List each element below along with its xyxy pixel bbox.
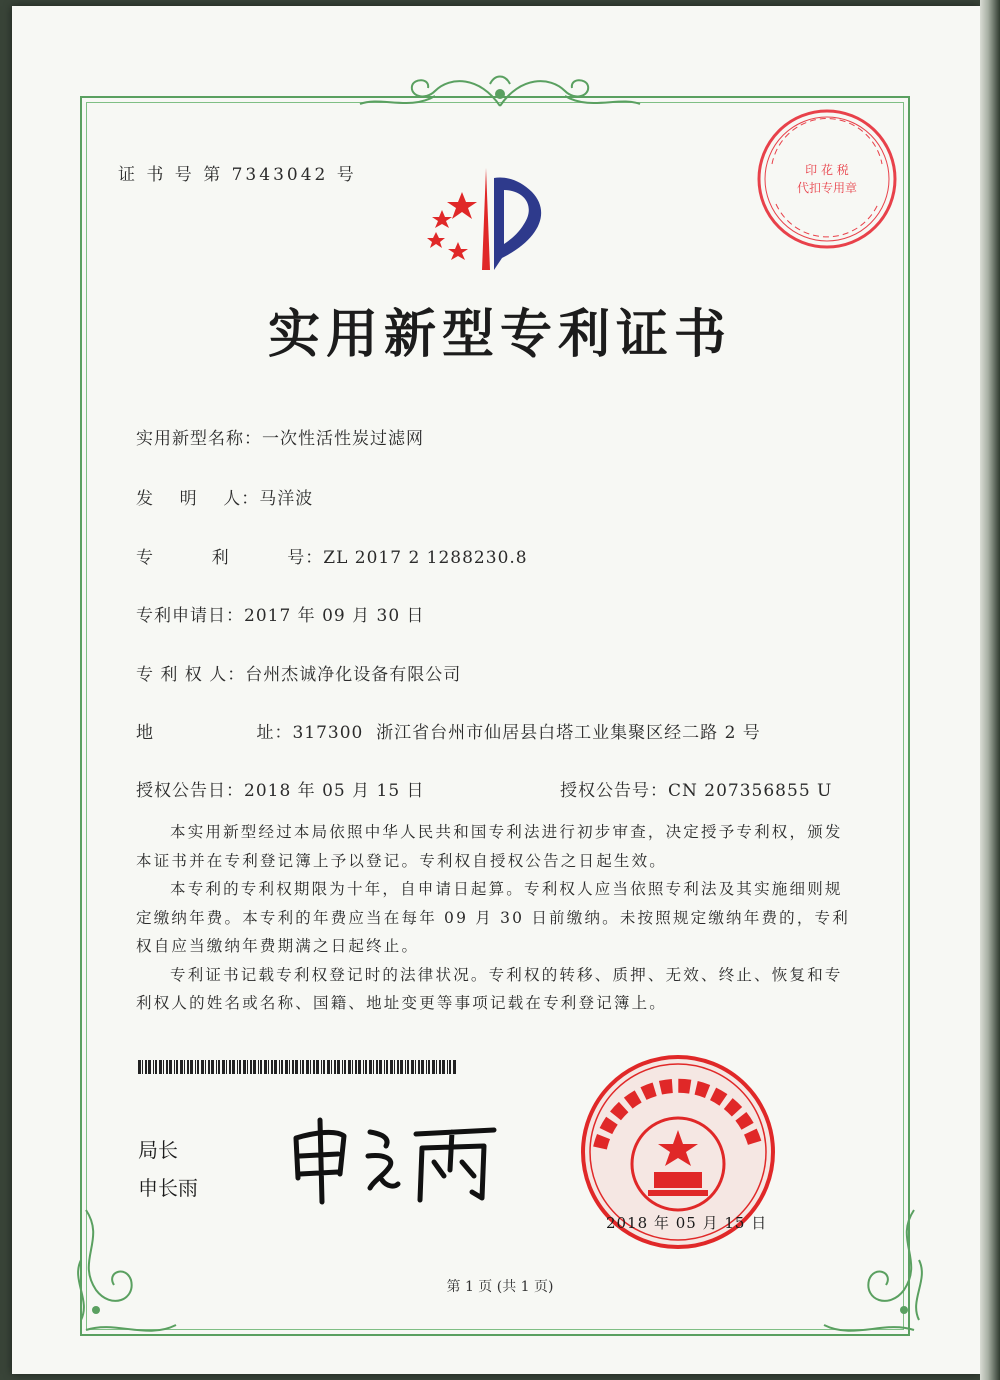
barcode-bar: [449, 1060, 451, 1074]
field-value: CN 207356855 U: [668, 781, 833, 801]
patent-office-logo-icon: [420, 158, 570, 278]
barcode-bar: [342, 1060, 343, 1074]
field-label: 实用新型名称：: [136, 429, 262, 449]
certificate-number: 证 书 号 第 7343042 号: [118, 165, 357, 185]
handwritten-signature-icon: [286, 1110, 506, 1210]
barcode-bar: [397, 1060, 399, 1074]
barcode-bar: [274, 1060, 277, 1074]
barcode-bar: [436, 1060, 437, 1074]
field-utility-model-name: [136, 424, 424, 449]
barcode-bar: [187, 1060, 189, 1074]
barcode-bar: [428, 1060, 430, 1074]
paragraph-1: 本实用新型经过本局依照中华人民共和国专利法进行初步审查，决定授予专利权，颁发本证书并在专利登记簿上予以登记。专利权自授权公告之日起生效。: [136, 823, 843, 870]
barcode-bar: [264, 1060, 267, 1074]
field-grant-date: [136, 776, 425, 801]
page-number: 第 1 页 (共 1 页): [446, 1279, 554, 1295]
barcode-bar: [201, 1060, 204, 1074]
barcode-bar: [176, 1060, 178, 1074]
field-address: [136, 718, 761, 743]
barcode-bar: [405, 1060, 406, 1074]
paragraph-3: 专利证书记载专利权登记时的法律状况。专利权的转移、质押、无效、终止、恢复和专利权人的姓名或名称、国籍、地址变更等事项记载在专利登记簿上。: [136, 965, 843, 1012]
barcode-bar: [205, 1060, 206, 1074]
barcode-bar: [195, 1060, 196, 1074]
barcode-bar: [348, 1060, 351, 1074]
barcode-bar: [421, 1060, 424, 1074]
page-edge: [980, 0, 1000, 1380]
field-label: 发 明 人：: [136, 489, 260, 509]
field-value: 马洋波: [259, 489, 314, 509]
barcode-bar: [379, 1060, 382, 1074]
barcode-bar: [384, 1060, 385, 1074]
barcode-bar: [239, 1060, 241, 1074]
field-value: 一次性活性炭过滤网: [262, 429, 424, 449]
top-ornament-icon: [340, 66, 660, 116]
barcode-bar: [153, 1060, 154, 1074]
barcode-bar: [327, 1060, 330, 1074]
barcode-bar: [313, 1060, 315, 1074]
barcode-bar: [316, 1060, 319, 1074]
barcode-bar: [229, 1060, 231, 1074]
field-value: ZL 2017 2 1288230.8: [323, 548, 528, 568]
barcode-bar: [331, 1060, 332, 1074]
barcode-bar: [295, 1060, 298, 1074]
signature-title: 局长: [138, 1138, 178, 1162]
barcode-bar: [166, 1060, 168, 1074]
barcode-bar: [352, 1060, 353, 1074]
barcode-bar: [174, 1060, 175, 1074]
barcode-bar: [247, 1060, 248, 1074]
barcode-bar: [163, 1060, 164, 1074]
field-label: 授权公告号：: [560, 781, 668, 801]
barcode-bar: [323, 1060, 325, 1074]
bottom-right-ornament-icon: [814, 1200, 934, 1350]
tax-stamp-icon: [752, 104, 902, 254]
field-filing-date: [136, 601, 425, 626]
field-value: 台州杰诚净化设备有限公司: [245, 665, 462, 685]
barcode-bar: [148, 1060, 151, 1074]
field-value: 2017 年 09 月 30 日: [244, 606, 425, 626]
barcode-bar: [302, 1060, 304, 1074]
field-patentee: [136, 660, 461, 685]
barcode-bar: [138, 1060, 141, 1074]
barcode-bar: [285, 1060, 288, 1074]
barcode-bar: [355, 1060, 357, 1074]
barcode-bar: [184, 1060, 185, 1074]
barcode-bar: [222, 1060, 225, 1074]
barcode-bar: [394, 1060, 395, 1074]
barcode-bar: [281, 1060, 283, 1074]
barcode-bar: [439, 1060, 441, 1074]
barcode-bar: [190, 1060, 193, 1074]
barcode-bar: [300, 1060, 301, 1074]
barcode-bar: [169, 1060, 172, 1074]
field-label: 专利申请日：: [136, 606, 244, 626]
barcode-bar: [258, 1060, 259, 1074]
bottom-left-ornament-icon: [66, 1200, 186, 1350]
barcode-bar: [415, 1060, 416, 1074]
barcode-bar: [337, 1060, 340, 1074]
barcode-bar: [211, 1060, 214, 1074]
barcode-bar: [373, 1060, 374, 1074]
barcode-bar: [155, 1060, 157, 1074]
barcode-bar: [292, 1060, 294, 1074]
barcode-bar: [208, 1060, 210, 1074]
barcode-bar: [289, 1060, 290, 1074]
field-label: 专 利 号：: [136, 548, 324, 568]
barcode-bar: [411, 1060, 414, 1074]
barcode-bar: [271, 1060, 273, 1074]
barcode-bar: [390, 1060, 393, 1074]
barcode-bar: [369, 1060, 372, 1074]
field-value: 2018 年 05 月 15 日: [244, 781, 425, 801]
barcode-bar: [407, 1060, 409, 1074]
svg-text:代扣专用章: 代扣专用章: [796, 181, 858, 195]
seal-date: 2018 年 05 月 15 日: [606, 1214, 768, 1232]
field-label: 授权公告日：: [136, 781, 244, 801]
barcode-icon: [138, 1060, 458, 1074]
body-text: [136, 818, 856, 1018]
barcode-bar: [426, 1060, 427, 1074]
barcode-bar: [376, 1060, 378, 1074]
barcode-bar: [386, 1060, 388, 1074]
barcode-bar: [321, 1060, 322, 1074]
barcode-bar: [232, 1060, 235, 1074]
barcode-bar: [218, 1060, 220, 1074]
barcode-bar: [180, 1060, 183, 1074]
barcode-bar: [344, 1060, 346, 1074]
field-label: 专 利 权 人：: [136, 665, 246, 685]
barcode-bar: [159, 1060, 162, 1074]
barcode-bar: [306, 1060, 309, 1074]
barcode-bar: [197, 1060, 199, 1074]
barcode-bar: [334, 1060, 336, 1074]
barcode-bar: [268, 1060, 269, 1074]
barcode-bar: [253, 1060, 256, 1074]
barcode-bar: [453, 1060, 456, 1074]
barcode-bar: [358, 1060, 361, 1074]
signature-name: 申长雨: [138, 1176, 198, 1200]
barcode-bar: [447, 1060, 448, 1074]
barcode-bar: [400, 1060, 403, 1074]
barcode-bar: [365, 1060, 367, 1074]
barcode-bar: [216, 1060, 217, 1074]
barcode-bar: [145, 1060, 147, 1074]
barcode-bar: [260, 1060, 262, 1074]
svg-text:印 花 税: 印 花 税: [805, 163, 849, 177]
field-value: 317300 浙江省台州市仙居县白塔工业集聚区经二路 2 号: [292, 723, 761, 743]
barcode-bar: [237, 1060, 238, 1074]
barcode-bar: [442, 1060, 445, 1074]
page-title: 实用新型专利证书: [267, 305, 732, 365]
barcode-bar: [310, 1060, 311, 1074]
barcode-bar: [418, 1060, 420, 1074]
barcode-bar: [243, 1060, 246, 1074]
barcode-bar: [250, 1060, 252, 1074]
field-grant-number: [560, 776, 832, 801]
field-patent-number: [136, 543, 528, 568]
barcode-bar: [432, 1060, 435, 1074]
field-label: 地 址：: [136, 723, 293, 743]
field-inventor: [136, 484, 313, 509]
paragraph-2: 本专利的专利权期限为十年，自申请日起算。专利权人应当依照专利法及其实施细则规定缴纳年费。本专利的年费应当在每年 09 月 30 日前缴纳。未按照规定缴纳年费的，专利权自应当缴纳年费期满之日起终止。: [136, 880, 850, 955]
barcode-bar: [226, 1060, 227, 1074]
barcode-bar: [279, 1060, 280, 1074]
barcode-bar: [363, 1060, 364, 1074]
barcode-bar: [142, 1060, 143, 1074]
